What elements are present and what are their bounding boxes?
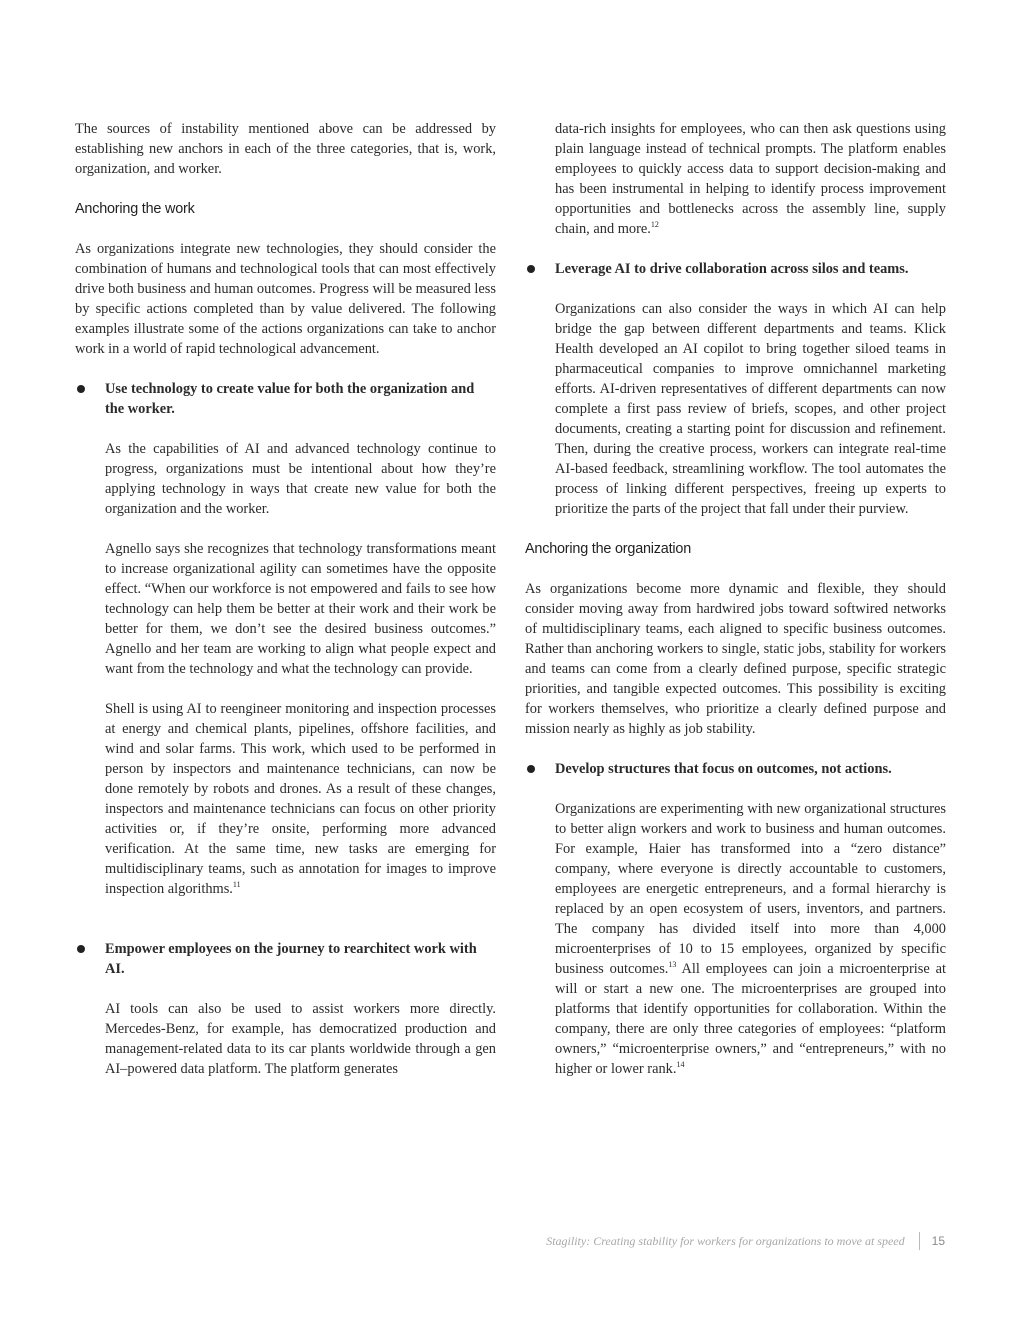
paragraph-text: data-rich insights for employees, who can then ask questions using plain language instead of technical prompts. The platform enables employees to quickly access data to support decision-making and has been instrumental in helping to identify process improvement opportunities and bottlenecks across the assembly line, supply chain, and more. xyxy=(555,121,946,237)
bullet-title: Use technology to create value for both the organization and the worker. xyxy=(105,381,475,417)
page-footer xyxy=(546,1232,945,1250)
footnote-ref: 12 xyxy=(650,220,659,230)
section-heading-work: Anchoring the work xyxy=(75,201,195,217)
bullet-paragraph xyxy=(555,799,946,1079)
bullet-item xyxy=(525,759,946,1079)
continued-paragraph xyxy=(555,119,946,239)
page-number: 15 xyxy=(931,1234,945,1248)
paragraph-text: Shell is using AI to reengineer monitoring and inspection processes at energy and chemical plants, pipelines, offshore facilities, and wind and solar farms. This work, which used to be performed in person by inspectors and maintenance technicians, can now be done remotely by robots and drones. As a result of these changes, inspectors and maintenance technicians can focus on other priority activities or, if they’re onsite, performing more advanced verification. At the same time, new tasks are emerging for multidisciplinary teams, such as annotation for images to improve inspection algorithms. xyxy=(105,701,496,897)
continued-text xyxy=(525,119,946,239)
footer-title: Stagility: Creating stability for workers for organizations to move at speed xyxy=(546,1233,905,1248)
bullet-title: Leverage AI to drive collaboration across silos and teams. xyxy=(555,261,909,277)
bullet-dot-icon xyxy=(527,765,535,773)
section-heading-organization: Anchoring the organization xyxy=(525,541,692,557)
work-intro-paragraph: As organizations integrate new technologies, they should consider the combination of humans and technological tools that can most effectively drive both business and human outcomes. Progress will be measured less by specific actions completed than by value delivered. The following examples illustrate some of the actions organizations can take to anchor work in a world of rapid technological advancement. xyxy=(75,241,496,357)
bullet-dot-icon xyxy=(527,265,535,273)
bullet-paragraph: Organizations can also consider the ways in which AI can help bridge the gap between different departments and teams. Klick Health developed an AI copilot to bring together siloed teams in pharmaceutical companies to improve omnichannel marketing efforts. AI-driven representatives of different departments can now complete a first pass review of briefs, scopes, and other project documents, creating a starting point for discussion and refinement. Then, during the creative process, workers can integrate real-time AI-based feedback, streamlining workflow. The tool automates the process of linking different perspectives, freeing up experts to prioritize the parts of the project that fall under their purview. xyxy=(555,301,946,517)
bullet-paragraph: Agnello says she recognizes that technology transformations meant to increase organizational agility can sometimes have the opposite effect. “When our workforce is not empowered and fails to see how technology can help them be better at their work and their work be better for them, we don’t see the desired business outcomes.” Agnello and her team are working to align what people expect and want from the technology and what the technology can provide. xyxy=(105,541,496,677)
bullet-item xyxy=(75,379,496,899)
org-intro-paragraph: As organizations become more dynamic and flexible, they should consider moving away from hardwired jobs toward softwired networks of multidisciplinary teams, each aligned to specific business outcomes. Rather than anchoring workers to single, static jobs, stability for workers and teams can come from a clearly defined purpose, specific strategic priorities, and tangible expected outcomes. This possibility is exciting for workers themselves, who prioritize a clearly defined purpose and mission nearly as highly as job stability. xyxy=(525,581,946,737)
right-column xyxy=(525,119,946,1079)
left-column xyxy=(75,119,496,1079)
bullet-paragraph xyxy=(105,699,496,899)
bullet-dot-icon xyxy=(77,945,85,953)
intro-paragraph: The sources of instability mentioned above can be addressed by establishing new anchors in each of the three categories, that is, work, organization, and worker. xyxy=(75,121,496,177)
bullet-item xyxy=(525,259,946,519)
bullet-paragraph: AI tools can also be used to assist workers more directly. Mercedes-Benz, for example, has democratized production and management-related data to its car plants worldwide through a gen AI–powered data platform. The platform generates xyxy=(105,1001,496,1077)
bullet-title: Empower employees on the journey to rearchitect work with AI. xyxy=(105,941,477,977)
footnote-ref: 13 xyxy=(668,960,677,970)
paragraph-text: All employees can join a microenterprise at will or start a new one. The microenterprises are grouped into platforms that identify opportunities for collaboration. Within the company, there are only three categories of employees: “platform owners,” “microenterprise owners,” and “entrepreneurs,” with no higher or lower rank. xyxy=(555,961,946,1077)
bullet-dot-icon xyxy=(77,385,85,393)
footnote-ref: 11 xyxy=(232,880,241,890)
bullet-paragraph: As the capabilities of AI and advanced technology continue to progress, organizations must be intentional about how they’re applying technology in ways that create new value for both the organization and the worker. xyxy=(105,441,496,517)
bullet-title: Develop structures that focus on outcomes, not actions. xyxy=(555,761,892,777)
footnote-ref: 14 xyxy=(676,1060,685,1070)
paragraph-text: Organizations are experimenting with new organizational structures to better align workers and work to business and human outcomes. For example, Haier has transformed into a “zero distance” company, where everyone is directly accountable to customers, employees are energetic entrepreneurs, and a formal hierarchy is replaced by an open ecosystem of users, inventors, and partners. The company has divided itself into more than 4,000 microenterprises of 10 to 15 employees, organized by specific business outcomes. xyxy=(555,801,946,977)
bullet-item xyxy=(75,939,496,1079)
